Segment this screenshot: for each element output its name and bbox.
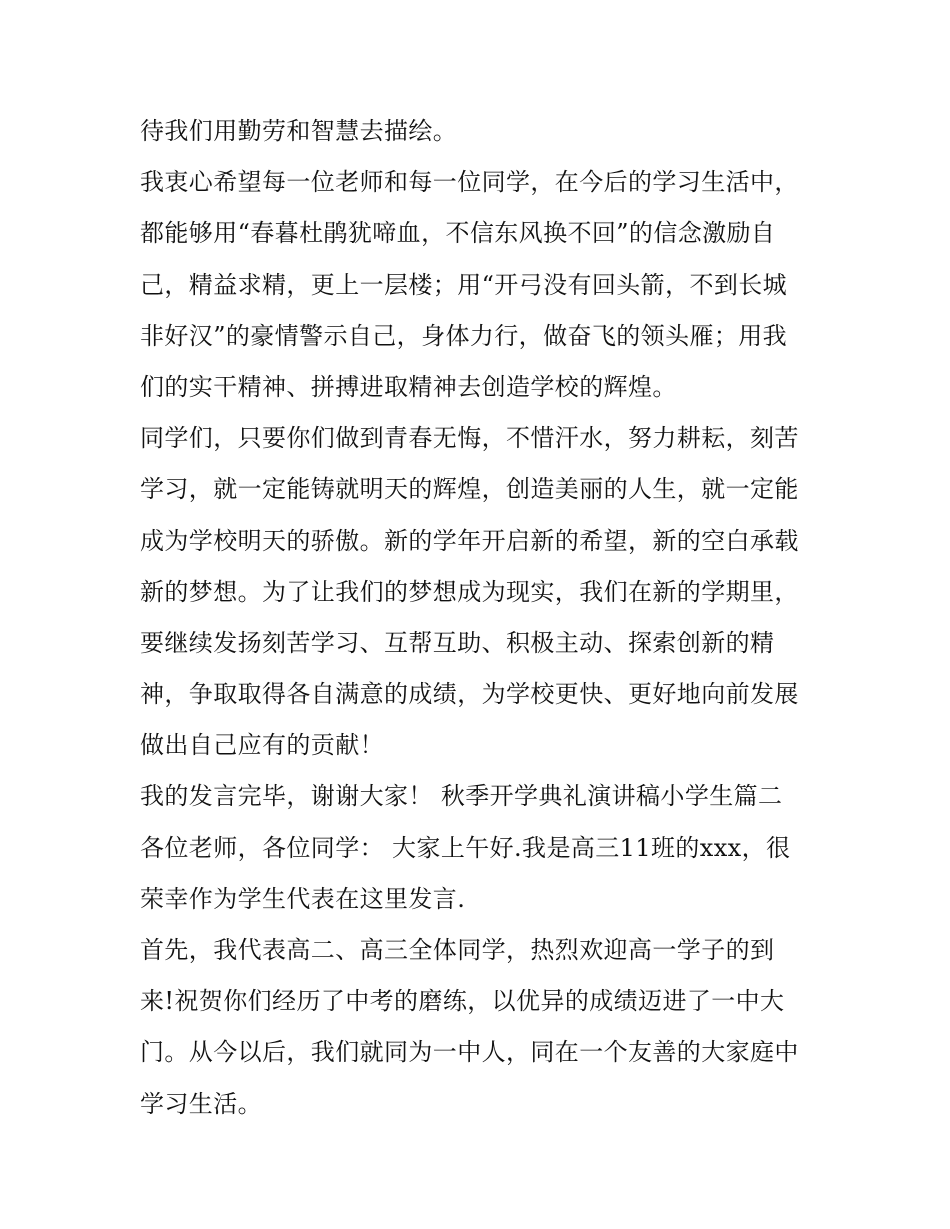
text-line: 神，争取取得各自满意的成绩，为学校更快、更好地向前发展 — [140, 680, 799, 709]
text-line: 都能够用“春暮杜鹃犹啼血，不信东风换不回”的信念激励自 — [140, 219, 776, 248]
text-line: 成为学校明天的骄傲。新的学年开启新的希望，新的空白承载 — [140, 526, 799, 555]
text-line: 荣幸作为学生代表在这里发言. — [140, 884, 466, 913]
text-line: 要继续发扬刻苦学习、互帮互助、积极主动、探索创新的精 — [140, 628, 775, 657]
text-line: 来!祝贺你们经历了中考的磨练，以优异的成绩迈进了一中大 — [140, 987, 785, 1016]
text-line: 己，精益求精，更上一层楼；用“开弓没有回头箭，不到长城 — [140, 270, 788, 299]
text-line: 做出自己应有的贡献！ — [140, 731, 384, 760]
text-line: 我的发言完毕，谢谢大家！ 秋季开学典礼演讲稿小学生篇二 — [140, 782, 783, 811]
text-line: 们的实干精神、拼搏进取精神去创造学校的辉煌。 — [140, 372, 677, 401]
text-line: 同学们，只要你们做到青春无悔，不惜汗水，努力耕耘，刻苦 — [140, 424, 799, 453]
text-line: 我衷心希望每一位老师和每一位同学，在今后的学习生活中， — [140, 168, 799, 197]
document-body — [140, 106, 820, 1130]
text-line: 首先，我代表高二、高三全体同学，热烈欢迎高一学子的到 — [140, 936, 775, 964]
text-line: 待我们用勤劳和智慧去描绘。 — [140, 117, 458, 145]
text-line: 学习，就一定能铸就明天的辉煌，创造美丽的人生，就一定能 — [140, 475, 799, 504]
text-line: 学习生活。 — [140, 1089, 262, 1118]
text-line: 各位老师，各位同学： 大家上午好.我是高三11班的xxx，很 — [140, 833, 791, 862]
text-line: 非好汉”的豪情警示自己，身体力行，做奋飞的领头雁；用我 — [140, 321, 788, 350]
text-line: 新的梦想。为了让我们的梦想成为现实，我们在新的学期里， — [140, 577, 799, 606]
text-line: 门。从今以后，我们就同为一中人，同在一个友善的大家庭中 — [140, 1038, 799, 1067]
